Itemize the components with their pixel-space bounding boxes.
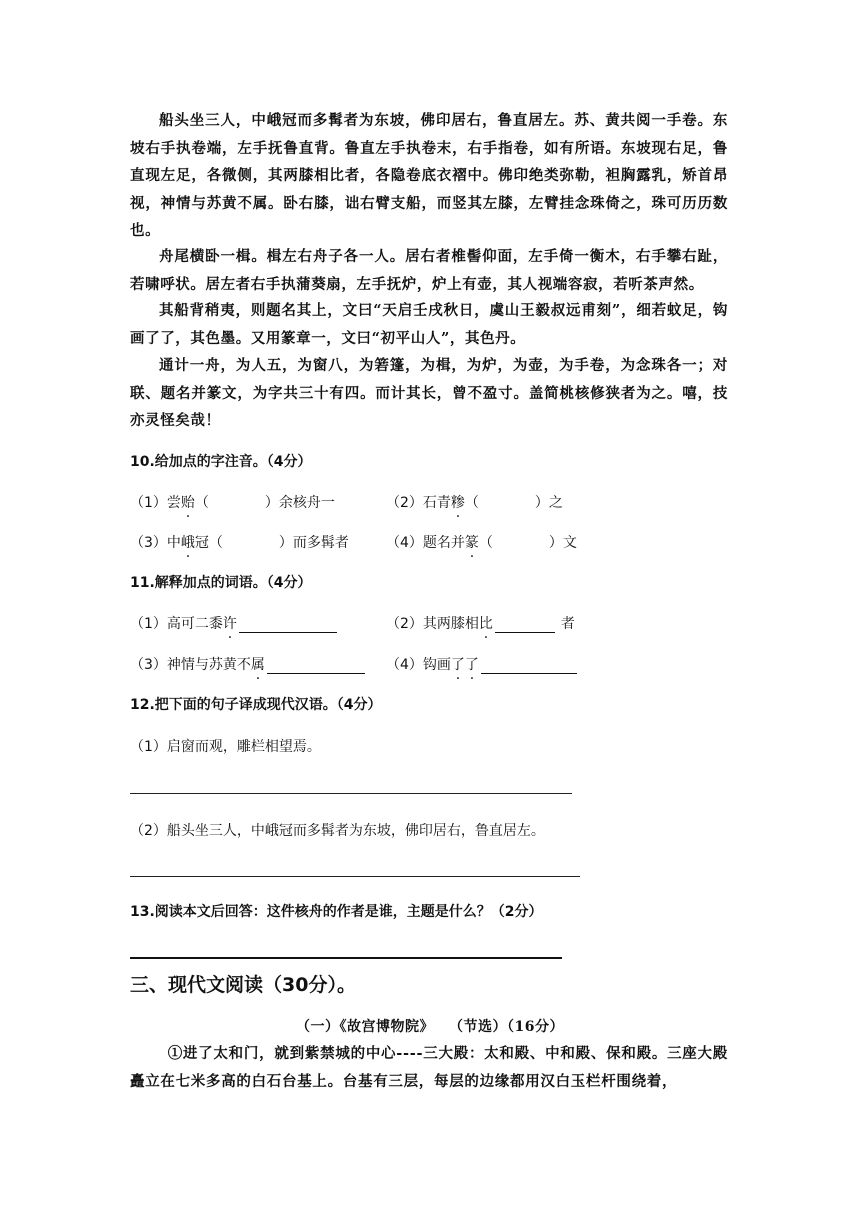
question-12-title: 12.把下面的句子译成现代汉语。（4分） [130,697,382,713]
item-number: （3） [130,657,167,673]
item-text: 尝贻 [166,495,195,511]
question-10-title: 10.给加点的字注音。（4分） [130,454,312,470]
answer-line[interactable] [495,618,555,633]
item-number: （4） [386,535,423,551]
paren-close: ） [548,535,563,551]
item-text: 中峨冠 [166,535,209,551]
paren-close: ） [534,495,549,511]
answer-line-12-1[interactable] [130,793,572,794]
reading-subheading: （一）《故宫博物院》 （节选）（16分） [296,1019,564,1035]
item-text: 神情与苏黄不属 [166,657,265,673]
item-number: （2） [386,616,423,632]
paren-close: ） [278,535,293,551]
item-text-after: 文 [562,535,577,551]
q10-item-1 [130,492,335,512]
item-number: （1） [130,616,167,632]
item-text-after: 余核舟一 [278,495,335,511]
passage-paragraph-4: 通计一舟，为人五，为窗八，为箬篷，为楫，为炉，为壶，为手卷，为念珠各一；对联、题名并篆文，为字共三十有四。而计其长，曾不盈寸。盖简桃核修狭者为之。嘻，技亦灵怪矣哉！ [130,357,728,429]
modern-paragraph-1: ①进了太和门，就到紫禁城的中心----三大殿：太和殿、中和殿、保和殿。三座大殿矗立在七米多高的白石台基上。台基有三层，每层的边缘都用汉白玉栏杆围绕着， [130,1045,728,1090]
q11-item-4 [386,654,577,674]
passage-paragraph-1: 船头坐三人，中峨冠而多髯者为东坡，佛印居右，鲁直居左。苏、黄共阅一手卷。东坡右手执卷端，左手抚鲁直背。鲁直左手执卷末，右手指卷，如有所语。东坡现右足，鲁直现左足，各微侧，其两膝相比者，各隐卷底衣褶中。佛印绝类弥勒，袒胸露乳，矫首昂视，神情与苏黄不属。卧右膝，诎右臂支船，而竖其左膝，左臂挂念珠倚之，珠可历历数也。 [130,112,728,239]
item-text: 钩画了了 [422,657,479,673]
q12-sentence-1: （1）启窗而观，雕栏相望焉。 [130,739,321,755]
item-number: （2） [386,495,423,511]
item-text: 高可二黍许 [166,616,237,632]
answer-line-13[interactable] [130,957,562,959]
paren-close: ） [264,495,279,511]
question-13-title: 13.阅读本文后回答：这件核舟的作者是谁，主题是什么？（2分） [130,904,543,920]
item-text: 其两膝相比 [422,616,493,632]
item-number: （3） [130,535,167,551]
passage-paragraph-2: 舟尾横卧一楫。楫左右舟子各一人。居右者椎髻仰面，左手倚一衡木，右手攀右趾，若啸呼状。居左者右手执蒲葵扇，左手抚炉，炉上有壶，其人视端容寂，若听茶声然。 [130,248,728,293]
answer-line[interactable] [239,618,337,633]
paren-open: （ [464,495,479,511]
item-number: （1） [130,495,167,511]
item-text-after: 者 [560,616,575,632]
q10-item-4 [386,532,577,552]
q11-item-3 [130,654,365,674]
q10-item-2 [386,492,563,512]
paren-open: （ [208,535,223,551]
question-11-title: 11.解释加点的词语。（4分） [130,575,312,591]
paren-open: （ [478,535,493,551]
q10-item-3 [130,532,349,552]
paren-open: （ [194,495,209,511]
item-text: 石青糁 [422,495,465,511]
q12-sentence-2: （2）船头坐三人，中峨冠而多髯者为东坡，佛印居右，鲁直居左。 [130,823,545,839]
item-number: （4） [386,657,423,673]
item-text-after: 而多髯者 [292,535,349,551]
item-text: 题名并篆 [422,535,479,551]
item-text-after: 之 [548,495,563,511]
section-3-title: 三、现代文阅读（30分）。 [130,974,356,996]
passage-paragraph-3: 其船背稍夷，则题名其上，文曰“天启壬戌秋日，虞山王毅叔远甫刻”，细若蚊足，钩画了了，其色墨。又用篆章一，文曰“初平山人”，其色丹。 [130,302,728,347]
q11-item-1 [130,613,337,633]
answer-line[interactable] [267,659,365,674]
answer-line-12-2[interactable] [130,876,580,877]
q11-item-2 [386,613,575,633]
answer-line[interactable] [481,659,577,674]
